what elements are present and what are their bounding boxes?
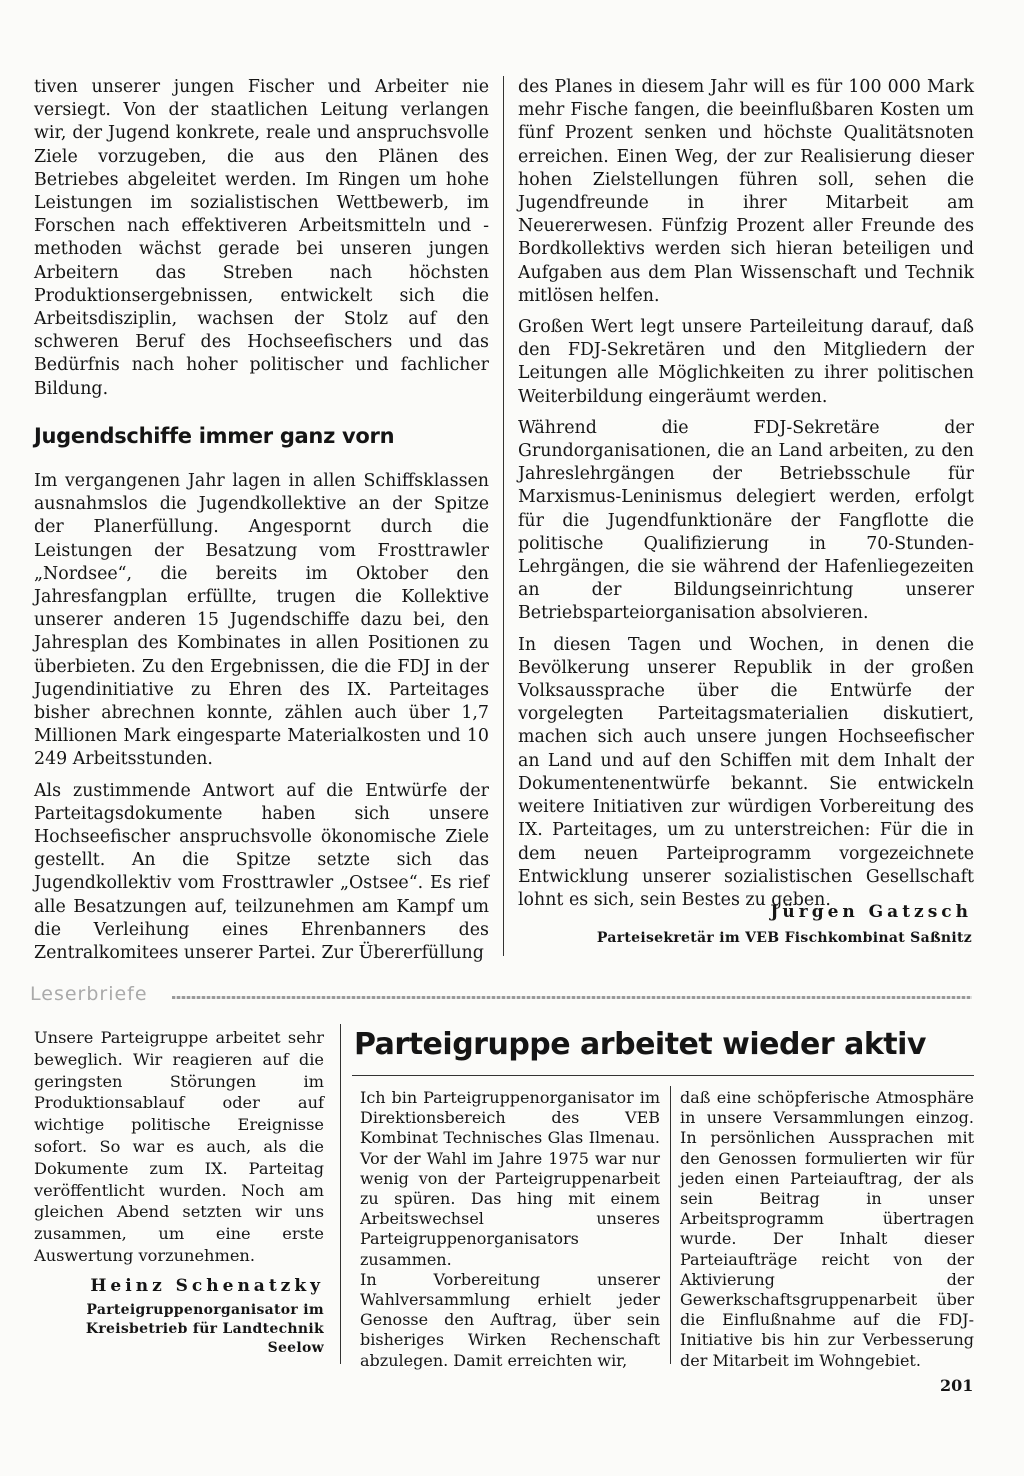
paragraph: In diesen Tagen und Wochen, in denen die Bevölkerung unserer Republik in der großen Volksaussprache über die Entwürfe der vorgelegten Parteitagsmaterialien diskutiert, machen sich auch unsere jungen Hochseefischer an Land und auf den Schiffen mit dem Inhalt der Dokumentenentwürfe bekannt. Sie entwickeln weitere Initiativen zur würdigen Vorbereitung des IX. Parteitages, um zu unterstreichen: Für die in dem neuen Parteiprogramm vorgezeichnete Entwicklung unserer sozialistischen Gesellschaft lohnt es sich, sein Bestes zu geben. xyxy=(518,634,974,910)
paragraph: daß eine schöpferische Atmosphäre in unsere Versammlungen einzog. In persönlichen Aussprachen mit den Genossen formulierten wir für jeden einen Parteiauftrag, der als sein Beitrag in unser Arbeitsprogramm übertragen wurde. Der Inhalt dieser Parteiaufträge reicht von der Aktivierung der Gewerkschaftsgruppenarbeit über die Einflußnahme auf die FDJ-Initiative bis hin zur Verbesserung der Mitarbeit im Wohngebiet. xyxy=(680,1088,974,1370)
author-name: Heinz Schenatzky xyxy=(90,1276,324,1296)
left-column-lower xyxy=(34,470,489,965)
paragraph: Im vergangenen Jahr lagen in allen Schiffsklassen ausnahmslos die Jugendkollektive an der Spitze der Planerfüllung. Angespornt durch die Leistungen der Besatzung vom Frosttrawler „Nordsee“, die bereits im Oktober den Jahresfangplan erfüllte, trugen die Kollektive unserer anderen 15 Jugendschiffe dazu bei, den Jahresplan des Kombinates in allen Positionen zu überbieten. Zu den Ergebnissen, die die FDJ in der Jugendinitiative zu Ehren des IX. Parteitages bisher abrechnen konnte, zählen auch über 1,7 Millionen Mark eingesparte Materialkosten und 10 249 Arbeitsstunden. xyxy=(34,471,489,770)
paragraph: tiven unserer jungen Fischer und Arbeiter nie versiegt. Von der staatlichen Leitung verlangen wir, der Jugend konkrete, reale und anspruchsvolle Ziele vorzugeben, die aus den Plänen des Betriebes abgeleitet werden. Im Ringen um hohe Leistungen im sozialistischen Wettbewerb, im Forschen nach effektiveren Arbeitsmitteln und -methoden wächst gerade bei unseren jungen Arbeitern das Streben nach höchsten Produktionsergebnissen, entwickelt sich die Arbeitsdisziplin, wachsen der Stolz auf den schweren Beruf des Hochseefischers und das Bedürfnis nach hoher politischer und fachlicher Bildung. xyxy=(34,77,489,399)
paragraph: In Vorbereitung unserer Wahlversammlung erhielt jeder Genosse den Auftrag, über sein bisheriges Wirken Rechenschaft abzulegen. Damit erreichten wir, xyxy=(360,1269,660,1370)
author-role: Kreisbetrieb für Landtechnik xyxy=(85,1321,324,1337)
column-divider xyxy=(340,1024,341,1364)
column-divider xyxy=(670,1086,671,1364)
author-role: Seelow xyxy=(267,1340,324,1356)
paragraph: Ich bin Parteigruppenorganisator im Direktionsbereich des VEB Kombinat Technisches Glas Ilmenau. Vor der Wahl im Jahre 1975 war nur wenig von der Parteigruppenarbeit zu spüren. Das hing mit einem Arbeitswechsel unseres Parteigruppenorganisators zusammen. xyxy=(360,1088,660,1269)
headline: Parteigruppe arbeitet wieder aktiv xyxy=(354,1027,926,1062)
letter-2-column-b xyxy=(680,1088,974,1371)
section-heading: Jugendschiffe immer ganz vorn xyxy=(34,424,395,448)
author-role: Parteisekretär im VEB Fischkombinat Saßnitz xyxy=(596,930,972,946)
paragraph: Unsere Parteigruppe arbeitet sehr beweglich. Wir reagieren auf die geringsten Störungen im Produktionsablauf oder auf wichtige politische Ereignisse sofort. So war es auch, als die Dokumente zum IX. Parteitag veröffentlicht wurden. Noch am gleichen Abend setzten wir uns zusammen, um eine erste Auswertung vorzunehmen. xyxy=(34,1028,324,1265)
page-number: 201 xyxy=(940,1376,974,1395)
letter-2-column-a xyxy=(360,1088,660,1371)
left-column xyxy=(34,76,489,401)
column-divider xyxy=(503,76,504,956)
signature-block xyxy=(532,902,972,946)
author-role: Parteigruppenorganisator im xyxy=(86,1302,324,1318)
letter-1 xyxy=(34,1027,324,1267)
paragraph: Als zustimmende Antwort auf die Entwürfe der Parteitagsdokumente haben sich unsere Hochseefischer anspruchsvolle ökonomische Ziele gestellt. An die Spitze setzte sich das Jugendkollektiv vom Frosttrawler „Ostsee“. Es rief alle Besatzungen auf, teilzunehmen am Kampf um die Verleihung eines Ehrenbanners des Zentralkomitees unserer Partei. Zur Übererfüllung xyxy=(34,780,489,964)
author-name: Jürgen Gatzsch xyxy=(770,902,972,922)
right-column xyxy=(518,76,974,912)
signature-block xyxy=(34,1276,324,1356)
section-label: Leserbriefe xyxy=(30,983,148,1005)
dotted-rule xyxy=(172,996,972,999)
paragraph: Großen Wert legt unsere Parteileitung darauf, daß den FDJ-Sekretären und den Mitgliedern der Leitungen alle Möglichkeiten zu ihrer politischen Weiterbildung eingeräumt werden. xyxy=(518,317,974,407)
paragraph: Während die FDJ-Sekretäre der Grundorganisationen, die an Land arbeiten, zu den Jahreslehrgängen der Betriebsschule für Marxismus-Leninismus delegiert werden, erfolgt für die Jugendfunktionäre der Fangflotte die politische Qualifizierung in 70-Stunden-Lehrgängen, die sie während der Hafenliegezeiten an der Bildungseinrichtung unserer Betriebsparteiorganisation absolvieren. xyxy=(518,417,974,624)
headline-rule xyxy=(352,1075,974,1076)
paragraph: des Planes in diesem Jahr will es für 100 000 Mark mehr Fische fangen, die beeinflußbaren Kosten um fünf Prozent senken und höchste Qualitätsnoten erreichen. Einen Weg, der zur Realisierung dieser hohen Zielstellungen führen soll, sehen die Jugendfreunde in ihrer Mitarbeit am Neuererwesen. Fünfzig Prozent aller Freunde des Bordkollektivs werden sich hieran beteiligen und Aufgaben aus dem Plan Wissenschaft und Technik mitlösen helfen. xyxy=(518,77,974,306)
